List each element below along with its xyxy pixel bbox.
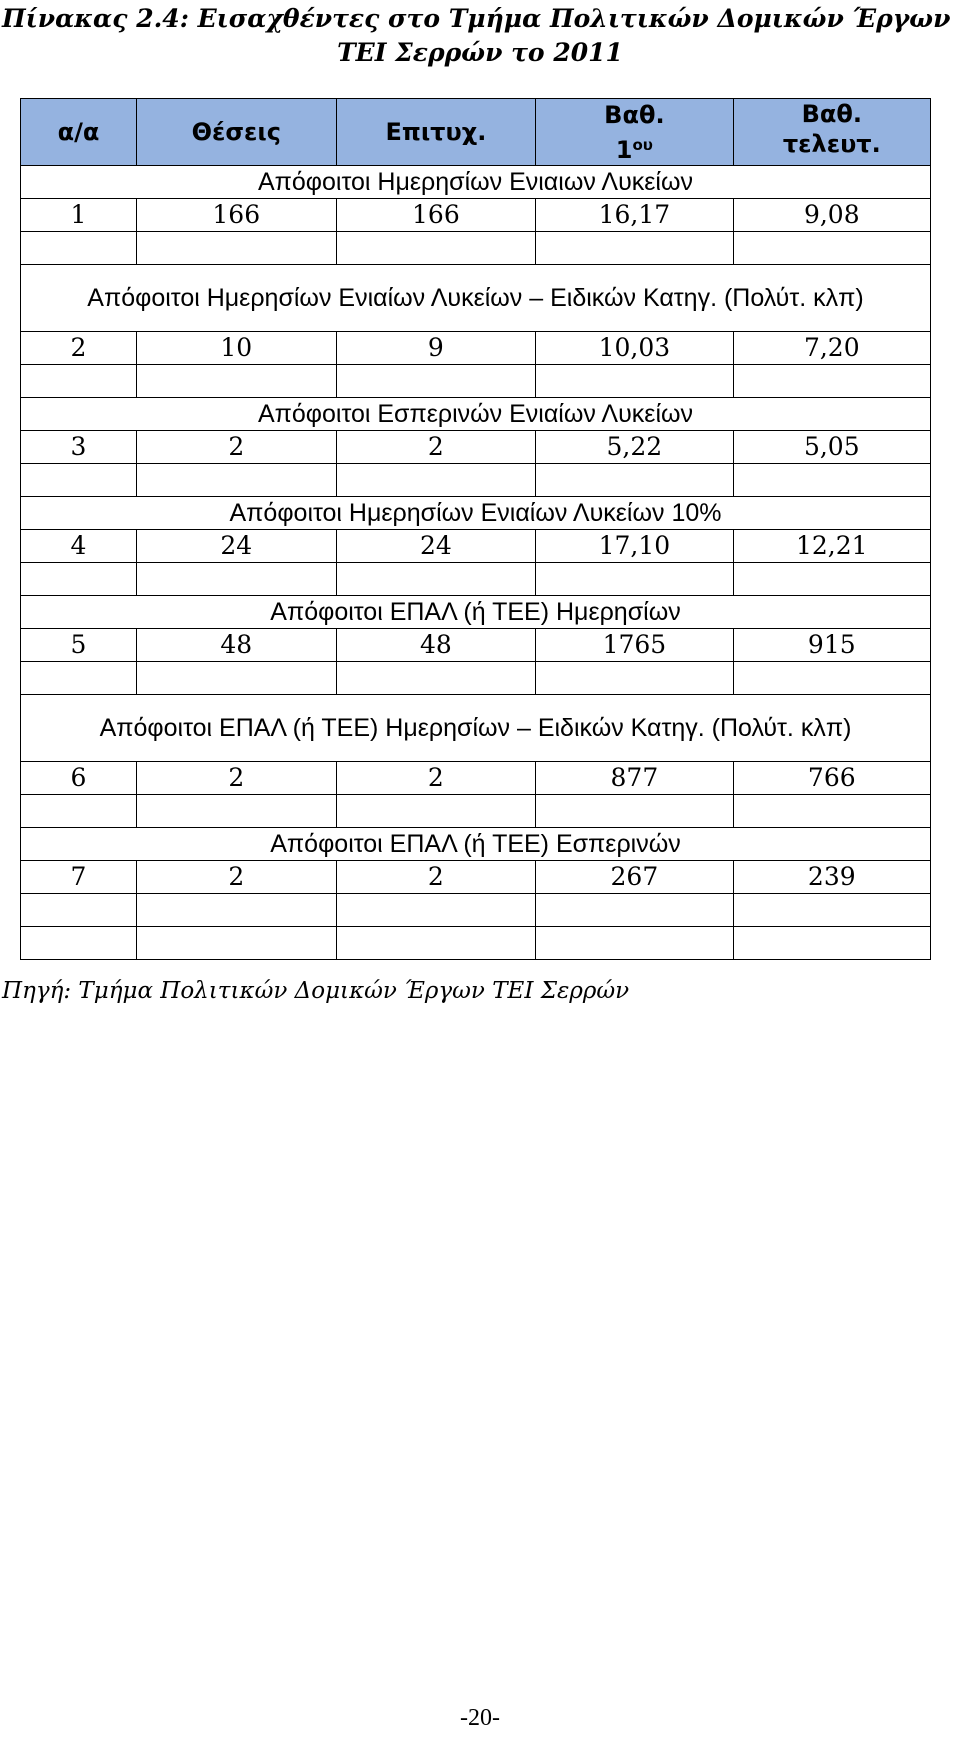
cell-vath-first: 10,03 [536, 332, 733, 365]
cell-epitux: 2 [336, 431, 536, 464]
cell-theseis: 2 [136, 861, 336, 894]
header-vath-last-l2: τελευτ. [782, 130, 881, 158]
group-title-row [21, 828, 931, 861]
group-title: Απόφοιτοι ΕΠΑΛ (ή ΤΕΕ) Ημερησίων [21, 596, 931, 629]
table-caption [0, 2, 960, 70]
source-note: Πηγή: Τμήμα Πολιτικών Δομικών Έργων ΤΕΙ Σερρών [2, 978, 630, 1004]
cell-epitux: 166 [336, 199, 536, 232]
group-title-row [21, 166, 931, 199]
cell-vath-first: 5,22 [536, 431, 733, 464]
group-title-row [21, 695, 931, 762]
header-aa: α/α [21, 99, 137, 166]
cell-theseis: 2 [136, 431, 336, 464]
group-title: Απόφοιτοι Εσπερινών Ενιαίων Λυκείων [21, 398, 931, 431]
admissions-table [20, 98, 931, 960]
cell-vath-first: 267 [536, 861, 733, 894]
cell-vath-first: 16,17 [536, 199, 733, 232]
empty-row [21, 232, 931, 265]
cell-vath-last: 766 [733, 762, 930, 795]
cell-vath-last: 12,21 [733, 530, 930, 563]
cell-vath-last: 239 [733, 861, 930, 894]
cell-aa: 2 [21, 332, 137, 365]
header-theseis: Θέσεις [136, 99, 336, 166]
empty-row [21, 894, 931, 927]
group-title: Απόφοιτοι Ημερησίων Ενιαίων Λυκείων 10% [21, 497, 931, 530]
cell-aa: 5 [21, 629, 137, 662]
caption-line-1: Πίνακας 2.4: Εισαχθέντες στο Τμήμα Πολιτικών Δομικών Έργων [2, 4, 951, 33]
table-row [21, 861, 931, 894]
cell-theseis: 2 [136, 762, 336, 795]
cell-vath-first: 877 [536, 762, 733, 795]
table-row [21, 431, 931, 464]
header-epitux: Επιτυχ. [336, 99, 536, 166]
cell-vath-last: 915 [733, 629, 930, 662]
group-title: Απόφοιτοι Ημερησίων Ενιαίων Λυκείων – Ειδικών Κατηγ. (Πολύτ. κλπ) [21, 265, 931, 332]
cell-aa: 3 [21, 431, 137, 464]
cell-theseis: 24 [136, 530, 336, 563]
header-vath-first [536, 99, 733, 166]
header-vath-first-sup: $1^{o\upsilon}$ [615, 135, 653, 164]
caption-line-2: ΤΕΙ Σερρών το 2011 [337, 38, 623, 67]
cell-epitux: 48 [336, 629, 536, 662]
table-row [21, 332, 931, 365]
group-title-row [21, 596, 931, 629]
cell-aa: 4 [21, 530, 137, 563]
cell-epitux: 2 [336, 861, 536, 894]
header-vath-first-main: Βαθ. [604, 100, 665, 129]
cell-vath-last: 9,08 [733, 199, 930, 232]
empty-row [21, 464, 931, 497]
cell-epitux: 2 [336, 762, 536, 795]
group-title: Απόφοιτοι ΕΠΑΛ (ή ΤΕΕ) Εσπερινών [21, 828, 931, 861]
page-number: -20- [460, 1705, 500, 1731]
cell-epitux: 24 [336, 530, 536, 563]
cell-aa: 6 [21, 762, 137, 795]
cell-vath-first: 17,10 [536, 530, 733, 563]
header-vath-last [733, 99, 930, 166]
group-title-row [21, 265, 931, 332]
cell-aa: 1 [21, 199, 137, 232]
group-title: Απόφοιτοι ΕΠΑΛ (ή ΤΕΕ) Ημερησίων – Ειδικών Κατηγ. (Πολύτ. κλπ) [21, 695, 931, 762]
header-vath-last-l1: Βαθ. [801, 100, 862, 128]
table-row [21, 629, 931, 662]
empty-row [21, 795, 931, 828]
cell-theseis: 166 [136, 199, 336, 232]
empty-row [21, 365, 931, 398]
group-title-row [21, 497, 931, 530]
empty-row [21, 662, 931, 695]
cell-aa: 7 [21, 861, 137, 894]
empty-row [21, 927, 931, 960]
table-row [21, 762, 931, 795]
group-title-row [21, 398, 931, 431]
cell-vath-last: 7,20 [733, 332, 930, 365]
table-row [21, 199, 931, 232]
cell-epitux: 9 [336, 332, 536, 365]
empty-row [21, 563, 931, 596]
cell-vath-first: 1765 [536, 629, 733, 662]
header-row [21, 99, 931, 166]
cell-theseis: 10 [136, 332, 336, 365]
cell-vath-last: 5,05 [733, 431, 930, 464]
group-title: Απόφοιτοι Ημερησίων Ενιαιων Λυκείων [21, 166, 931, 199]
cell-theseis: 48 [136, 629, 336, 662]
table-row [21, 530, 931, 563]
